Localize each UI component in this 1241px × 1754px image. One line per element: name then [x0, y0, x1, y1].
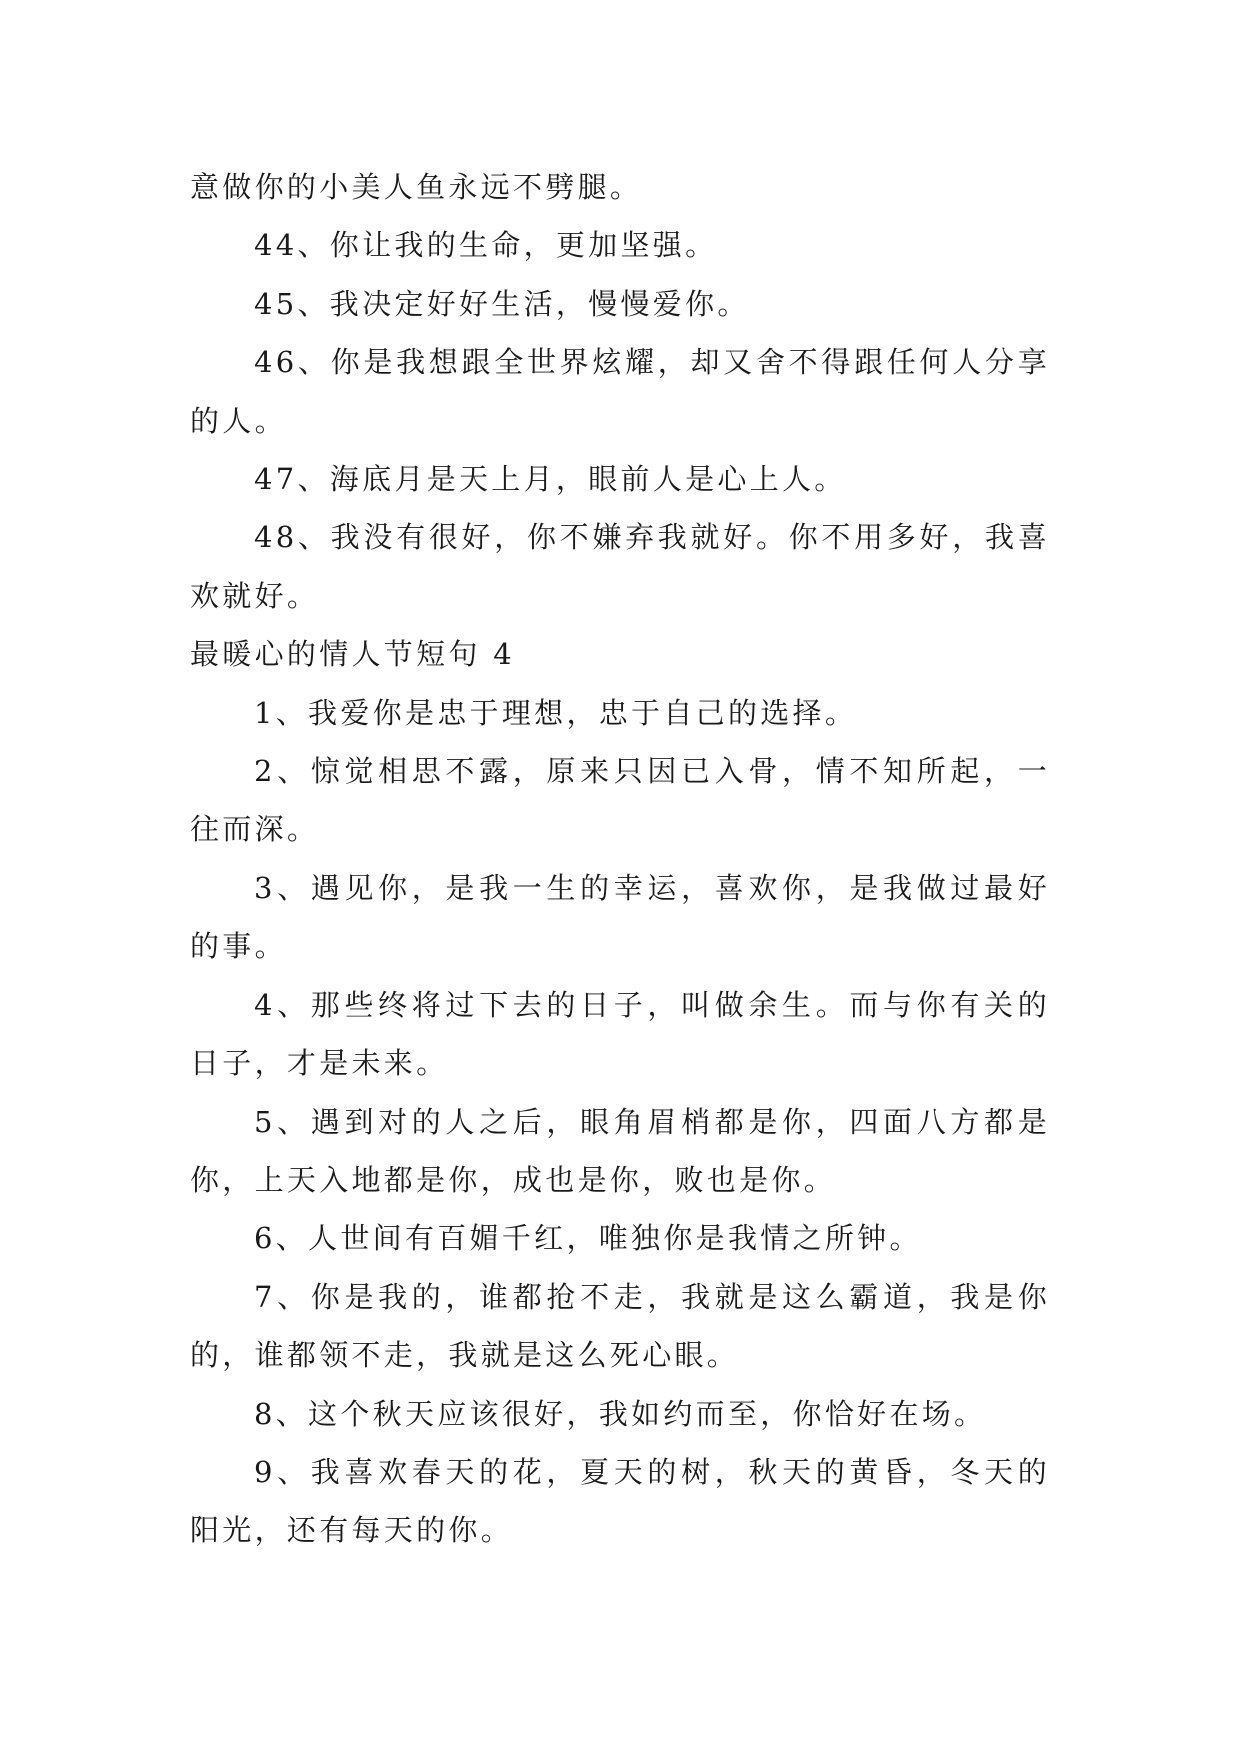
- paragraph-item-1: 1、我爱你是忠于理想，忠于自己的选择。: [254, 695, 858, 730]
- paragraph-item-8: 8、这个秋天应该很好，我如约而至，你恰好在场。: [254, 1396, 987, 1431]
- paragraph-item-47: 47、海底月是天上月，眼前人是心上人。: [254, 462, 847, 497]
- section-heading: 最暖心的情人节短句 4: [190, 637, 515, 672]
- paragraph-item-6: 6、人世间有百媚千红，唯独你是我情之所钟。: [254, 1221, 922, 1256]
- document-body: [190, 158, 1050, 1560]
- paragraph-continuation: 意做你的小美人鱼永远不劈腿。: [190, 170, 643, 204]
- paragraph-item-45: 45、我决定好好生活，慢慢爱你。: [254, 286, 750, 321]
- paragraph-item-2: 2、惊觉相思不露，原来只因已入骨，情不知所起，一往而深。: [190, 754, 1050, 847]
- paragraph-item-4: 4、那些终将过下去的日子，叫做余生。而与你有关的日子，才是未来。: [190, 987, 1050, 1081]
- paragraph-item-9: 9、我喜欢春天的花，夏天的树，秋天的黄昏，冬天的阳光，还有每天的你。: [190, 1454, 1050, 1548]
- paragraph-item-7: 7、你是我的，谁都抢不走，我就是这么霸道，我是你的，谁都领不走，我就是这么死心眼。: [190, 1279, 1050, 1373]
- paragraph-item-5: 5、遇到对的人之后，眼角眉梢都是你，四面八方都是你，上天入地都是你，成也是你，败也是你。: [190, 1104, 1050, 1197]
- paragraph-item-48: 48、我没有很好，你不嫌弃我就好。你不用多好，我喜欢就好。: [190, 520, 1050, 613]
- paragraph-item-46: 46、你是我想跟全世界炫耀，却又舍不得跟任何人分享的人。: [190, 345, 1050, 438]
- paragraph-item-44: 44、你让我的生命，更加坚强。: [254, 228, 718, 263]
- paragraph-item-3: 3、遇见你，是我一生的幸运，喜欢你，是我做过最好的事。: [190, 870, 1050, 964]
